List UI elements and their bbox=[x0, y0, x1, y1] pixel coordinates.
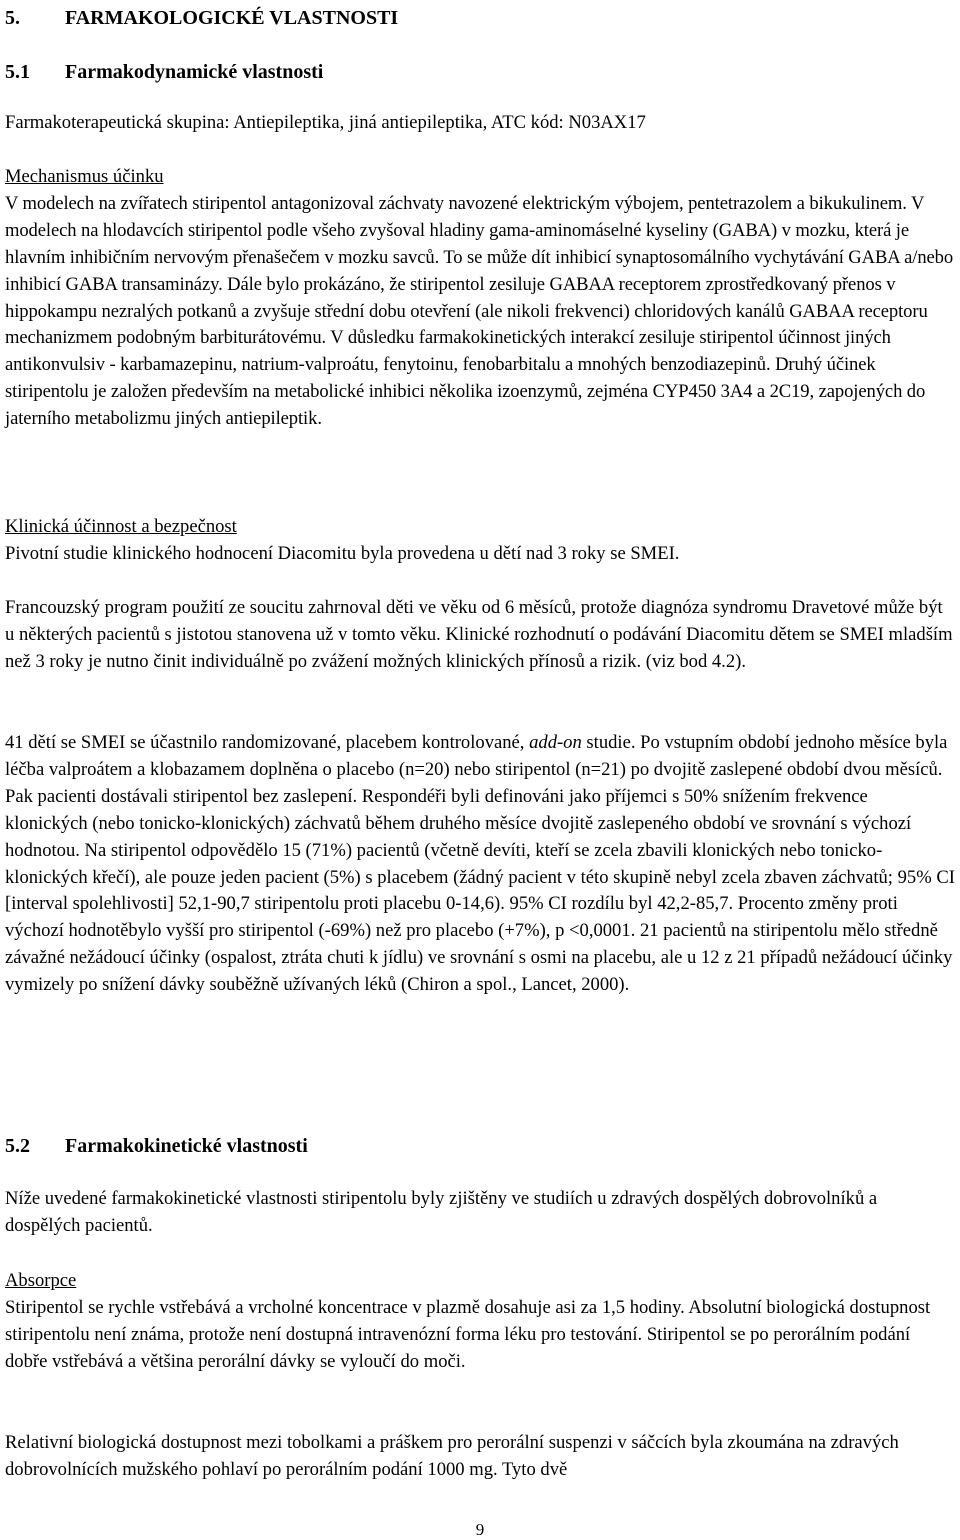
efficacy-p3-italic: add-on bbox=[529, 732, 582, 753]
section-5-1-heading bbox=[5, 59, 955, 85]
pharmacotherapeutic-group: Farmakoterapeutická skupina: Antiepileptika, jiná antiepileptika, ATC kód: N03AX17 bbox=[5, 112, 646, 133]
pk-intro-paragraph: Níže uvedené farmakokinetické vlastnosti stiripentolu byly zjištěny ve studiích u zdravých dospělých dobrovolníků a dospělých pacientů. bbox=[5, 1188, 878, 1236]
efficacy-paragraph-2: Francouzský program použití ze soucitu zahrnoval děti ve věku od 6 měsíců, protože diagnóza syndromu Dravetové může být u některých pacientů s jistotou stanovena už v tomto věku. Klinické rozhodnutí o podávání Diacomitu dětem se SMEI mladším než 3 roky je nutno činit individuálně po zvážení možných klinických přínosů a rizik. (viz bod 4.2). bbox=[5, 597, 953, 672]
section-5-title: FARMAKOLOGICKÉ VLASTNOSTI bbox=[65, 7, 399, 29]
efficacy-paragraph-1: Pivotní studie klinického hodnocení Diacomitu byla provedena u dětí nad 3 roky se SMEI. bbox=[5, 542, 680, 564]
efficacy-heading: Klinická účinnost a bezpečnost bbox=[5, 516, 237, 537]
absorption-paragraph: Stiripentol se rychle vstřebává a vrcholné koncentrace v plazmě dosahuje asi za 1,5 hodiny. Absolutní biologická dostupnost stiripentolu není známa, protože není dostupná intravenózní forma léku pro testování. Stiripentol se po perorálním podání dobře vstřebává a většina perorální dávky se vyloučí do moči. bbox=[5, 1296, 931, 1372]
section-5-1-number: 5.1 bbox=[5, 61, 30, 83]
section-5-2-heading bbox=[5, 1133, 955, 1159]
section-5-heading bbox=[5, 5, 955, 31]
absorption-heading: Absorpce bbox=[5, 1270, 77, 1291]
efficacy-p3-rest: studie. Po vstupním období jednoho měsíce byla léčba valproátem a klobazamem doplněna o placebo (n=20) nebo stiripentol (n=21) po dvojitě zaslepené období dvou měsíců. Pak pacienti dostávali stiripentol bez zaslepení. Respondéři byli definováni jako příjemci s 50% snížením frekvence klonických (nebo tonicko-klonických) záchvatů během druhého měsíce dvojitě zaslepeného období ve srovnání s výchozí hodnotou. Na stiripentol odpovědělo 15 (71%) pacientů (včetně devíti, kteří se zcela zbavili klonických nebo tonicko-klonických křečí), ale pouze jeden pacient (5%) s placebem (žádný pacient v této skupině nebyl zcela zbaven záchvatů; 95% CI [interval spolehlivosti] 52,1-90,7 stiripentolu proti placebu 0-14,6). 95% CI rozdílu byl 42,2-85,7. Procento změny proti výchozí hodnotěbylo vyšší pro stiripentol (-69%) než pro placebo (+7%), p <0,0001. 21 pacientů na stiripentolu mělo středně závažné nežádoucí účinky (ospalost, ztráta chuti k jídlu) ve srovnání s osmi na placebu, ale u 12 z 21 případů nežádoucí účinky vymizely po snížení dávky souběžně užívaných léků (Chiron a spol., Lancet, 2000). bbox=[5, 732, 955, 996]
efficacy-p3-start: 41 dětí se SMEI se účastnilo randomizované, placebem kontrolované, bbox=[5, 732, 530, 753]
section-5-2-title: Farmakokinetické vlastnosti bbox=[65, 1135, 308, 1157]
efficacy-paragraph-3 bbox=[5, 730, 955, 999]
section-5-2-number: 5.2 bbox=[5, 1135, 30, 1157]
mechanism-section bbox=[5, 164, 955, 433]
mechanism-heading: Mechanismus účinku bbox=[5, 166, 164, 187]
section-5-1-title: Farmakodynamické vlastnosti bbox=[65, 61, 324, 83]
page-number: 9 bbox=[475, 1520, 485, 1539]
absorption-section bbox=[5, 1268, 955, 1376]
section-5-number: 5. bbox=[5, 7, 20, 29]
efficacy-section bbox=[5, 514, 955, 568]
bioavailability-paragraph: Relativní biologická dostupnost mezi tobolkami a práškem pro perorální suspenzi v sáčcích byla zkoumána na zdravých dobrovolnících mužského pohlaví po perorálním podání 1000 mg. Tyto dvě bbox=[5, 1432, 899, 1480]
mechanism-paragraph: V modelech na zvířatech stiripentol antagonizoval záchvaty navozené elektrickým výbojem, pentetrazolem a bikukulinem. V modelech na hlodavcích stiripentol podle všeho zvyšoval hladiny gama-aminomáselné kyseliny (GABA) v mozku, která je hlavním inhibičním nervovým přenašečem v mozku savců. To se může dít inhibicí synaptosomálního vychytávání GABA a/nebo inhibicí GABA transaminázy. Dále bylo prokázáno, že stiripentol zesiluje GABAA receptorem zprostředkovaný přenos v hippokampu nezralých potkanů a zvyšuje střední dobu otevření (ale nikoli frekvenci) chloridových kanálů GABAA receptoru mechanizmem podobným barbiturátovému. V důsledku farmakokinetických interakcí zesiluje stiripentol účinnost jiných antikonvulsiv - karbamazepinu, natrium-valproátu, fenytoinu, fenobarbitalu a mnohých benzodiazepinů. Druhý účinek stiripentolu je založen především na metabolické inhibici několika izoenzymů, zejména CYP450 3A4 a 2C19, zapojených do jaterního metabolizmu jiných antiepileptik. bbox=[5, 192, 954, 430]
